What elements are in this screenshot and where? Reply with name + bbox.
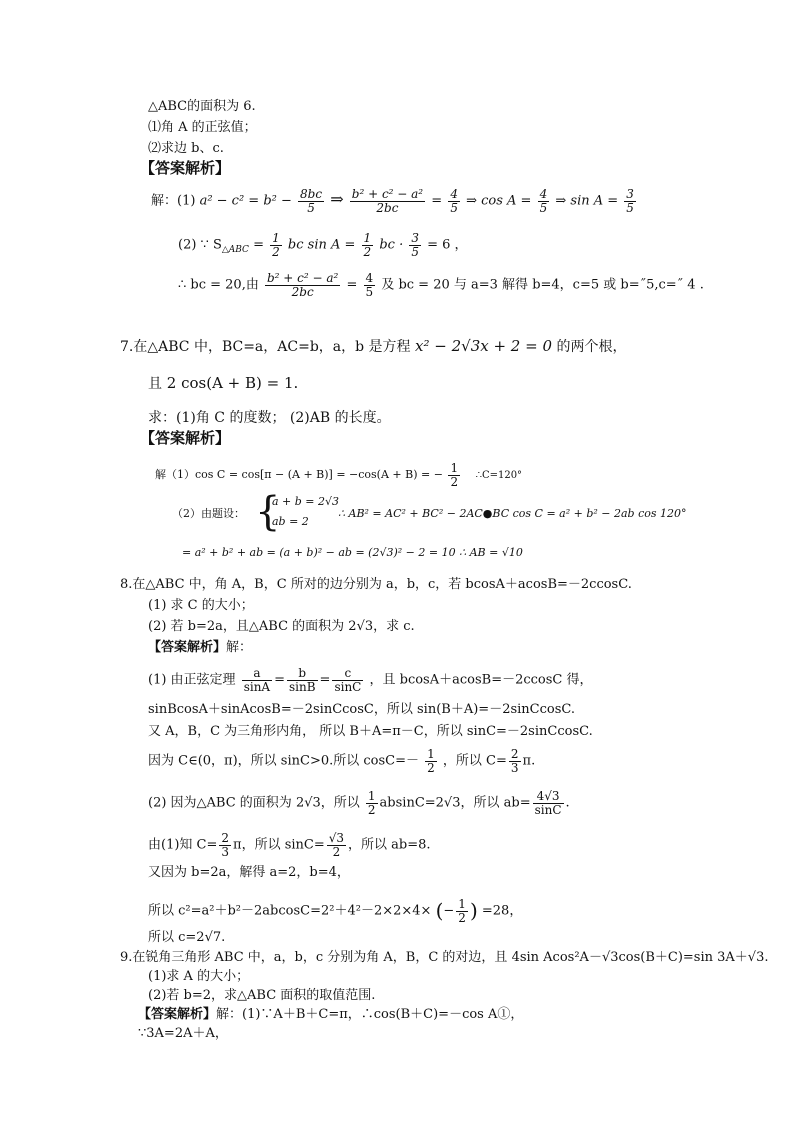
p6-line-area: △ABC的面积为 6. (148, 99, 256, 114)
p7-s1a: 解（1）cos C = cos[π − (A + B)] = −cos(A + B) = − (155, 468, 443, 482)
p6-s2-lead: (2) ∵ S (178, 237, 222, 253)
p6-s3-a: ∴ bc = 20,由 (178, 277, 259, 293)
p6-solution-3 (178, 272, 704, 298)
p8-s5c: . (565, 795, 570, 811)
p7-l1a: 7.在△ABC 中，BC=a，AC=b，a，b 是方程 (120, 339, 411, 355)
fraction: $\frac{c}{\sin C}$ (334, 666, 362, 694)
p8-s6c: ，所以 ab=8. (348, 837, 431, 853)
p7-question: 求：(1)角 C 的度数； (2)AB 的长度。 (148, 410, 391, 426)
p6-s2-d: = 6 ， (427, 237, 468, 253)
p8-s6b: π，所以 sinC= (233, 837, 325, 853)
p8-statement: 8.在△ABC 中，角 A，B，C 所对的边分别为 a，b，c，若 bcosA＋acosB=－2ccosC. (120, 577, 632, 592)
p6-s3-c: 及 bc = 20 与 a=3 解得 b=4，c=5 或 b=˝5,c=˝ 4 . (381, 277, 704, 293)
p8-answer-tail: 解： (226, 640, 253, 655)
fraction: $\frac{1}{2}$ (427, 747, 435, 775)
brace-icon: { (255, 489, 281, 535)
p7-system-eq-2: ab = 2 (272, 515, 309, 528)
p6-s2-b: bc sin A = (287, 237, 356, 253)
p7-s1b: ∴C=120° (475, 470, 523, 482)
equals: = (253, 237, 264, 253)
p9-answer-header: 【答案解析】 (138, 1007, 217, 1022)
p7-l2a: 且 (148, 376, 162, 392)
p8-s1a: (1) 由正弦定理 (148, 672, 236, 688)
p6-s1-sin: ⇒ sin A = (555, 193, 619, 209)
p7-condition: 2 cos(A + B) = 1. (166, 374, 299, 392)
p7-statement-2 (148, 375, 298, 392)
minus: − (443, 903, 455, 919)
p7-solution-2-lead: （2）由题设： (172, 507, 245, 520)
p9-question-2: (2)若 b=2，求△ABC 面积的取值范围. (148, 988, 376, 1003)
p8-s4a: 因为 C∈(0，π)，所以 sinC>0.所以 cosC=－ (148, 753, 419, 769)
p8-solution-1: (1) 由正弦定理 $\frac{a}{\sin A}$ = $\frac{b}{\sin B}$ = $\frac{c}{\sin C}$ ，且 bcosA＋acosB=－2ccosC 得， (148, 666, 593, 694)
p8-question-1: (1) 求 C 的大小； (148, 598, 254, 613)
p8-s4c: π. (522, 753, 536, 769)
fraction: $\frac{1}{2}$ (450, 461, 459, 489)
p7-statement-1 (120, 338, 626, 355)
p8-solution-8 (148, 898, 522, 924)
p8-solution-4 (148, 748, 535, 774)
paren-open: ( (435, 898, 444, 923)
p8-answer-line (148, 641, 252, 656)
implies-symbol: ⇒ (330, 189, 344, 209)
p7-solution-1 (155, 462, 522, 488)
fraction: $\frac{\text{b² + c² − a²}}{2bc}$ (351, 187, 424, 215)
fraction: $\frac{4√3}{\sin C}$ (534, 789, 562, 817)
fraction: $\frac{√3}{2}$ (328, 831, 345, 859)
fraction: $\frac{1}{2}$ (272, 231, 280, 259)
p8-answer-header: 【答案解析】 (148, 640, 227, 655)
p6-answer-header: 【答案解析】 (140, 159, 231, 177)
paren-close: ) (469, 898, 478, 923)
equals: = (346, 277, 358, 293)
fraction: $\frac{3}{5}$ (411, 231, 419, 259)
fraction: $\frac{4}{5}$ (539, 187, 548, 215)
fraction: $\frac{3}{5}$ (626, 187, 634, 215)
p9-answer-tail: 解：(1)∵A＋B＋C=π，∴cos(B＋C)=－cos A①， (216, 1007, 524, 1022)
fraction: $\frac{b}{\sin B}$ (289, 666, 316, 694)
fraction: $\frac{4}{5}$ (365, 271, 374, 299)
p6-question-2: ⑵求边 b、c. (148, 141, 224, 156)
p7-system-eq-1: a + b = 2√3 (272, 495, 340, 508)
fraction: $\frac{\text{b² + c² − a²}}{2bc}$ (266, 271, 339, 299)
p6-s1-cos: ⇒ cos A = (466, 193, 532, 209)
p6-s2-c: bc · (379, 237, 404, 253)
p8-solution-5 (148, 790, 570, 816)
fraction: $\frac{1}{2}$ (458, 897, 466, 925)
fraction: $\frac{4}{5}$ (450, 187, 458, 215)
subscript: △ABC (221, 245, 249, 256)
p8-solution-2: sinBcosA＋sinAcosB=－2sinCcosC，所以 sin(B＋A)=－2sinCcosC. (148, 702, 576, 717)
equals: = (431, 193, 443, 209)
p7-l1b: 的两个根， (556, 339, 627, 355)
fraction: $\frac{1}{2}$ (363, 231, 372, 259)
p8-solution-7: 又因为 b=2a，解得 a=2，b=4， (148, 865, 350, 880)
p8-s4b: ，所以 C= (442, 753, 507, 769)
p6-question-1: ⑴角 A 的正弦值； (148, 120, 257, 135)
p6-solution-1 (151, 188, 638, 214)
p8-s8b: =28， (481, 903, 523, 919)
fraction: $\frac{8bc}{5}$ (300, 187, 323, 215)
p8-s6a: 由(1)知 C= (148, 837, 218, 853)
fraction: $\frac{2}{3}$ (221, 831, 230, 859)
p8-s5a: (2) 因为△ABC 的面积为 2√3，所以 (148, 795, 360, 811)
p9-answer-line (138, 1008, 523, 1023)
p8-s5b: absinC=2√3，所以 ab= (379, 795, 531, 811)
p8-solution-6 (148, 832, 431, 858)
p7-solution-2: ∴ AB² = AC² + BC² − 2AC●BC cos C = a² + b² − 2ab cos 120° (338, 507, 687, 520)
p6-s1-a: a² − c² = b² − (199, 193, 292, 209)
fraction: $\frac{1}{2}$ (367, 789, 376, 817)
p9-solution-line: ∵3A=2A＋A， (138, 1026, 228, 1041)
p6-s1-lead: 解：(1) (151, 193, 196, 209)
p9-statement: 9.在锐角三角形 ABC 中，a，b，c 分别为角 A，B，C 的对边，且 4sin Acos²A－√3cos(B＋C)=sin 3A＋√3. (120, 950, 769, 965)
p7-answer-header: 【答案解析】 (140, 429, 231, 447)
p7-equation: x² − 2√3x + 2 = 0 (415, 337, 552, 355)
p9-question-1: (1)求 A 的大小； (148, 969, 250, 984)
fraction: $\frac{2}{3}$ (510, 747, 519, 775)
p8-solution-3: 又 A，B，C 为三角形内角， 所以 B＋A=π－C，所以 sinC=－2sinCcosC. (148, 724, 593, 739)
fraction: $\frac{a}{\sin A}$ (243, 666, 271, 694)
p7-solution-3: = a² + b² + ab = (a + b)² − ab = (2√3)² − 2 = 10 ∴ AB = √10 (182, 546, 523, 559)
p8-question-2: (2) 若 b=2a，且△ABC 的面积为 2√3，求 c. (148, 619, 415, 634)
p8-s1b: ，且 bcosA＋acosB=－2ccosC 得， (369, 672, 593, 688)
p6-solution-2 (178, 232, 468, 258)
p8-solution-9: 所以 c=2√7. (148, 930, 226, 945)
p8-s8a: 所以 c²=a²＋b²－2abcosC=2²＋4²－2×2×4× (148, 903, 432, 919)
